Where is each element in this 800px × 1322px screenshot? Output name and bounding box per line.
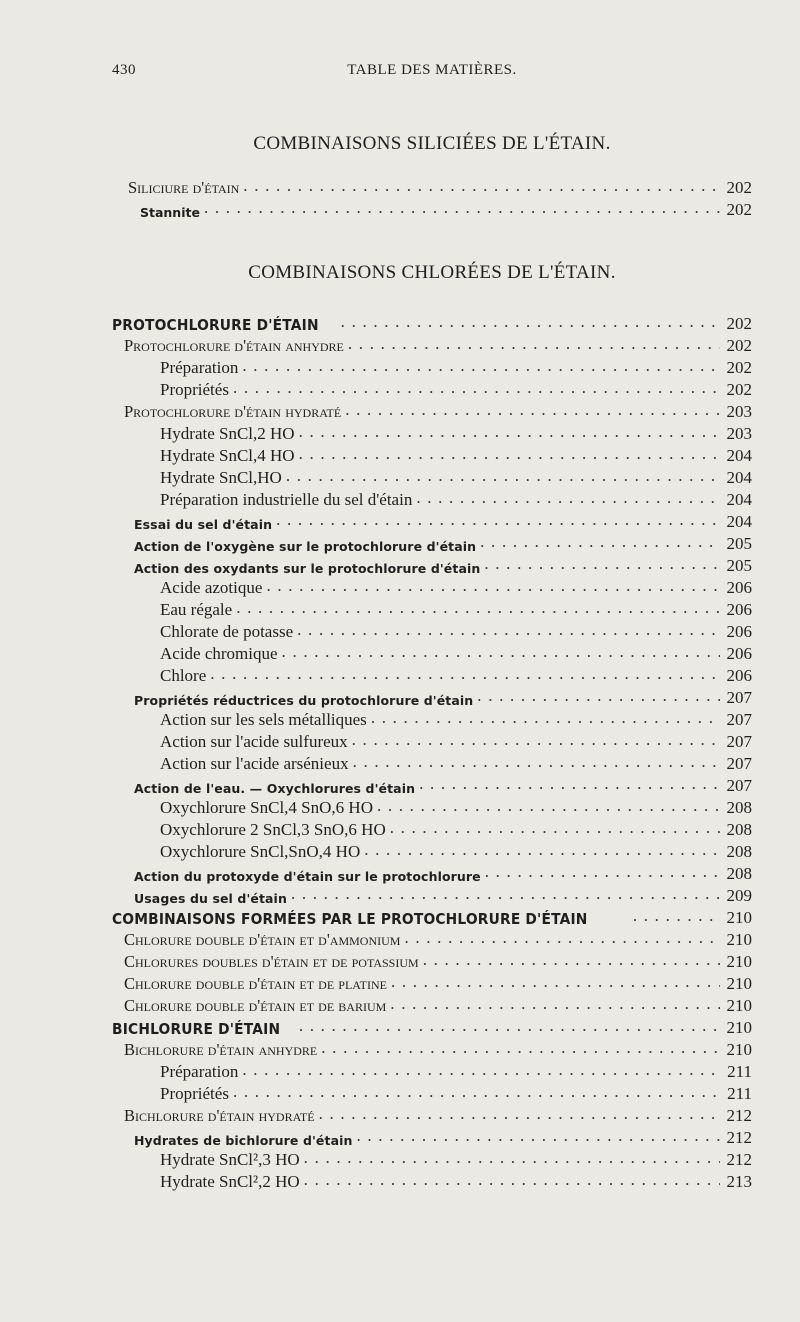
dot-leader <box>238 1060 720 1082</box>
toc-entry <box>112 906 752 928</box>
toc-entry-page: 204 <box>726 512 752 531</box>
toc-entry-page: 206 <box>726 644 752 663</box>
dot-leader <box>473 686 720 708</box>
toc-entry <box>112 532 752 554</box>
toc-entry-label: Chlorure double d'étain et de platine <box>124 974 387 993</box>
dot-leader <box>287 884 720 906</box>
dot-leader <box>300 1148 720 1170</box>
dot-leader <box>360 840 720 862</box>
toc-entry-label: Chlore <box>160 666 207 685</box>
toc-entry-page: 204 <box>726 468 752 487</box>
toc-entry-label: Acide azotique <box>160 578 263 597</box>
toc-entry-label: COMBINAISONS FORMÉES PAR LE PROTOCHLORURE D'ÉTAIN <box>112 910 588 928</box>
toc-entry-page: 206 <box>726 622 752 641</box>
toc-entry-page: 208 <box>726 864 752 883</box>
toc-entry-label: Action sur l'acide sulfureux <box>160 732 348 751</box>
toc-entry-page: 208 <box>726 820 752 839</box>
toc-entry <box>112 1104 752 1126</box>
toc-entry <box>112 356 752 378</box>
toc-entry-page: 203 <box>726 402 752 421</box>
toc-entry-label: Action de l'oxygène sur le protochlorure d'étain <box>134 539 477 554</box>
toc-entry <box>112 818 752 840</box>
dot-leader <box>400 928 720 950</box>
toc-entry-label: Préparation <box>160 358 239 377</box>
toc-entry <box>112 1060 752 1082</box>
toc-entry-label: Action sur l'acide arsénieux <box>160 754 349 773</box>
toc-entry <box>112 1170 752 1192</box>
dot-leader <box>293 620 720 642</box>
toc-entry <box>112 950 752 972</box>
toc-entry-label: Action sur les sels métalliques <box>160 710 367 729</box>
toc-entry <box>112 642 752 664</box>
toc-entry-label: Hydrate SnCl,2 HO <box>160 424 295 443</box>
running-title: TABLE DES MATIÈRES. <box>347 62 517 78</box>
toc-entry <box>112 422 752 444</box>
toc-entry-label: Protochlorure d'étain anhydre <box>124 336 344 355</box>
dot-leader <box>353 1126 721 1148</box>
dot-leader <box>386 818 720 840</box>
dot-leader <box>229 1082 720 1104</box>
toc-entry-page: 207 <box>726 732 752 751</box>
toc-entry-page: 202 <box>726 380 752 399</box>
toc-entry <box>112 1016 752 1038</box>
toc-entry-label: Bichlorure d'étain hydraté <box>124 1106 315 1125</box>
toc-entry <box>112 840 752 862</box>
toc-entry-label: BICHLORURE D'ÉTAIN <box>112 1020 281 1038</box>
dot-leader <box>481 862 720 884</box>
toc-entry <box>112 1148 752 1170</box>
toc-entry-label: Eau régale <box>160 600 233 619</box>
toc-entry-page: 204 <box>726 446 752 465</box>
toc-entry-page: 205 <box>726 534 752 553</box>
toc-entry <box>112 620 752 642</box>
toc-entry-page: 213 <box>726 1172 752 1191</box>
page-number: 430 <box>112 62 136 78</box>
dot-leader <box>348 730 720 752</box>
toc-entry <box>112 928 752 950</box>
toc-entry-page: 211 <box>727 1062 752 1081</box>
toc-entry <box>112 312 752 334</box>
toc-entry-label: Chlorure double d'étain et de barium <box>124 996 387 1015</box>
toc-entry-page: 203 <box>726 424 752 443</box>
toc-entry <box>112 510 752 532</box>
toc-entry-label: Acide chromique <box>160 644 278 663</box>
dot-leader <box>373 796 720 818</box>
toc-entry-page: 210 <box>726 930 752 949</box>
toc-entry-label: Bichlorure d'étain anhydre <box>124 1040 318 1059</box>
toc-entry <box>112 334 752 356</box>
toc-entry <box>112 972 752 994</box>
dot-leader <box>200 198 720 220</box>
dot-leader <box>295 1016 720 1038</box>
toc-silicides <box>112 176 752 220</box>
dot-leader <box>344 334 720 356</box>
toc-entry-page: 207 <box>726 754 752 773</box>
toc-entry-label: Chlorate de potasse <box>160 622 294 641</box>
page-header <box>112 62 752 86</box>
toc-entry-label: Propriétés <box>160 1084 229 1103</box>
toc-entry-page: 205 <box>726 556 752 575</box>
toc-entry-page: 212 <box>726 1150 752 1169</box>
toc-entry-page: 210 <box>726 952 752 971</box>
dot-leader <box>238 356 720 378</box>
toc-entry <box>112 1038 752 1060</box>
toc-entry <box>112 400 752 422</box>
toc-entry <box>112 576 752 598</box>
toc-entry-page: 212 <box>726 1106 752 1125</box>
toc-entry-label: Action des oxydants sur le protochlorure d'étain <box>134 561 481 576</box>
toc-entry-label: Hydrate SnCl,HO <box>160 468 282 487</box>
toc-entry-page: 202 <box>726 178 752 197</box>
dot-leader <box>415 774 720 796</box>
toc-entry <box>112 862 752 884</box>
dot-leader <box>262 576 720 598</box>
toc-entry-label: Stannite <box>140 205 200 220</box>
toc-entry <box>112 378 752 400</box>
toc-entry <box>112 598 752 620</box>
toc-entry <box>112 994 752 1016</box>
toc-entry-page: 204 <box>726 490 752 509</box>
toc-entry-label: Préparation <box>160 1062 239 1081</box>
dot-leader <box>317 1038 720 1060</box>
dot-leader <box>480 554 720 576</box>
toc-entry-page: 208 <box>726 842 752 861</box>
dot-leader <box>337 312 720 334</box>
toc-entry <box>112 708 752 730</box>
toc-entry-page: 210 <box>726 908 752 927</box>
dot-leader <box>282 466 720 488</box>
toc-entry-page: 207 <box>726 688 752 707</box>
toc-entry <box>112 664 752 686</box>
dot-leader <box>367 708 720 730</box>
toc-entry <box>112 774 752 796</box>
dot-leader <box>386 994 720 1016</box>
toc-entry-label: Oxychlorure SnCl,SnO,4 HO <box>160 842 361 861</box>
toc-entry-page: 210 <box>726 974 752 993</box>
dot-leader <box>206 664 720 686</box>
toc-entry-label: Siliciure d'étain <box>128 178 240 197</box>
toc-entry-label: Chlorure double d'étain et d'ammonium <box>124 930 401 949</box>
toc-entry-label: Oxychlorure 2 SnCl,3 SnO,6 HO <box>160 820 386 839</box>
toc-entry-page: 202 <box>726 358 752 377</box>
dot-leader <box>239 176 720 198</box>
toc-entry-page: 202 <box>726 314 752 333</box>
toc-entry <box>112 1082 752 1104</box>
dot-leader <box>300 1170 720 1192</box>
toc-entry <box>112 686 752 708</box>
toc-entry-page: 202 <box>726 336 752 355</box>
dot-leader <box>315 1104 720 1126</box>
dot-leader <box>232 598 720 620</box>
dot-leader <box>341 400 720 422</box>
toc-entry <box>112 176 752 198</box>
toc-entry-page: 210 <box>726 996 752 1015</box>
toc-entry <box>112 752 752 774</box>
toc-entry-page: 206 <box>726 666 752 685</box>
toc-entry-label: Essai du sel d'étain <box>134 517 273 532</box>
toc-entry-page: 206 <box>726 578 752 597</box>
dot-leader <box>349 752 720 774</box>
toc-entry-label: Hydrate SnCl,4 HO <box>160 446 295 465</box>
dot-leader <box>412 488 720 510</box>
toc-entry-label: Hydrate SnCl²,3 HO <box>160 1150 300 1169</box>
toc-entry-page: 207 <box>726 710 752 729</box>
toc-entry-label: Usages du sel d'étain <box>134 891 287 906</box>
toc-entry-page: 212 <box>726 1128 752 1147</box>
toc-entry-label: Action de l'eau. — Oxychlorures d'étain <box>134 781 416 796</box>
toc-entry-page: 210 <box>726 1040 752 1059</box>
toc-entry <box>112 554 752 576</box>
toc-entry-label: Hydrate SnCl²,2 HO <box>160 1172 300 1191</box>
toc-entry-page: 202 <box>726 200 752 219</box>
toc-entry-label: Action du protoxyde d'étain sur le protochlorure <box>134 869 481 884</box>
section-title-chlorides: COMBINAISONS CHLORÉES DE L'ÉTAIN. <box>248 262 616 283</box>
toc-entry-page: 211 <box>727 1084 752 1103</box>
toc-entry <box>112 796 752 818</box>
toc-entry-label: Protochlorure d'étain hydraté <box>124 402 342 421</box>
dot-leader <box>629 906 720 928</box>
toc-entry <box>112 884 752 906</box>
toc-entry-label: Préparation industrielle du sel d'étain <box>160 490 413 509</box>
dot-leader <box>229 378 720 400</box>
toc-entry-label: Oxychlorure SnCl,4 SnO,6 HO <box>160 798 373 817</box>
toc-entry-page: 208 <box>726 798 752 817</box>
dot-leader <box>272 510 720 532</box>
dot-leader <box>476 532 720 554</box>
toc-entry-page: 207 <box>726 776 752 795</box>
toc-entry-label: Propriétés réductrices du protochlorure d'étain <box>134 693 474 708</box>
toc-entry <box>112 444 752 466</box>
dot-leader <box>278 642 720 664</box>
toc-entry-label: PROTOCHLORURE D'ÉTAIN <box>112 316 319 334</box>
dot-leader <box>295 422 720 444</box>
toc-entry-label: Hydrates de bichlorure d'étain <box>134 1133 353 1148</box>
toc-entry <box>112 730 752 752</box>
toc-chlorides <box>112 312 752 1192</box>
toc-entry <box>112 1126 752 1148</box>
toc-entry-page: 209 <box>726 886 752 905</box>
toc-entry-page: 206 <box>726 600 752 619</box>
toc-entry <box>112 198 752 220</box>
toc-entry <box>112 466 752 488</box>
section-title-silicides: COMBINAISONS SILICIÉES DE L'ÉTAIN. <box>253 133 611 154</box>
toc-entry <box>112 488 752 510</box>
toc-entry-label: Propriétés <box>160 380 229 399</box>
dot-leader <box>387 972 720 994</box>
toc-entry-page: 210 <box>726 1018 752 1037</box>
dot-leader <box>295 444 720 466</box>
dot-leader <box>419 950 720 972</box>
toc-entry-label: Chlorures doubles d'étain et de potassium <box>124 952 419 971</box>
